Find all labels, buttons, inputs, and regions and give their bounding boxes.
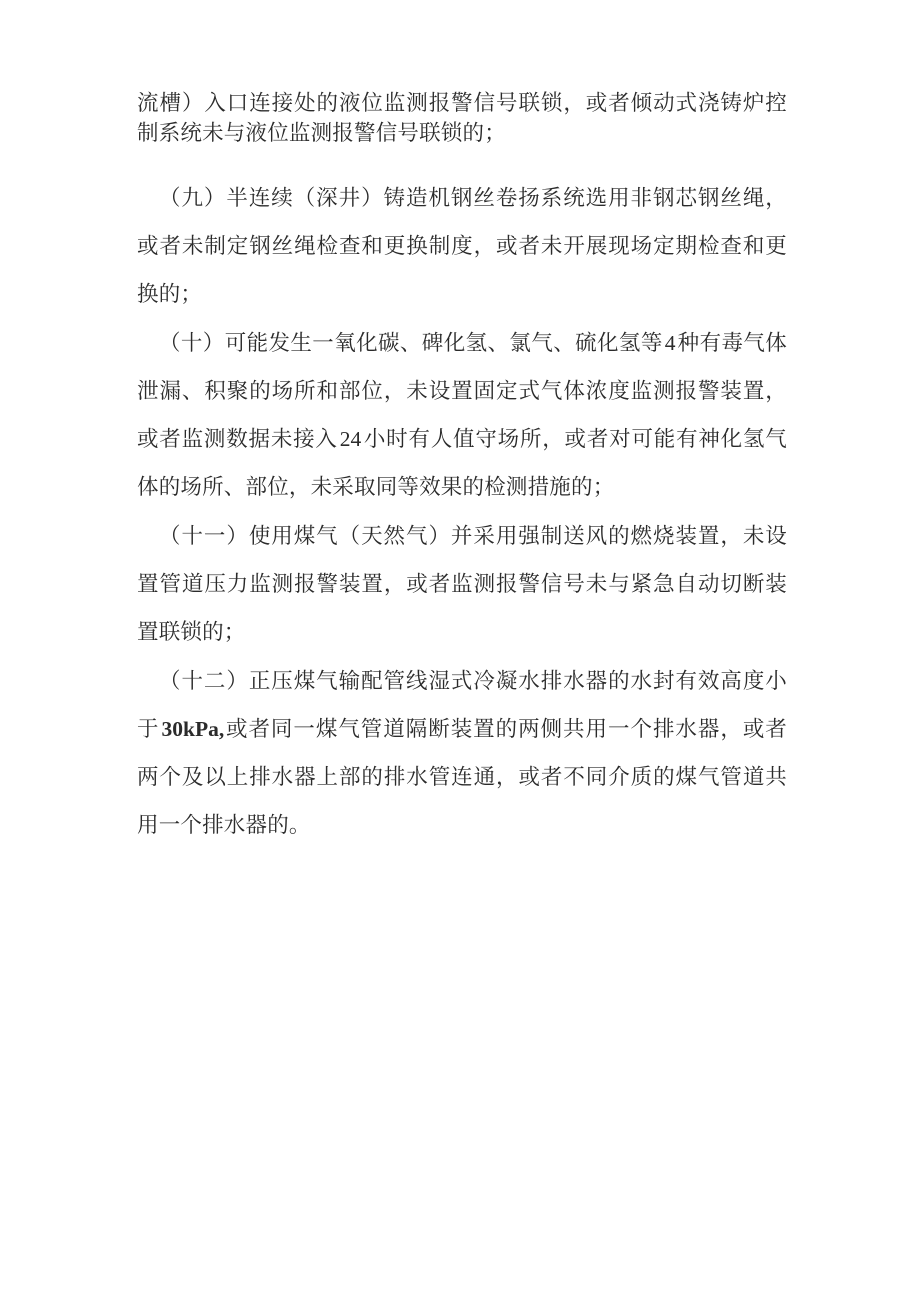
clause-ten-hours-value: 24 xyxy=(339,427,362,451)
paragraph-clause-nine: （九）半连续（深井）铸造机钢丝卷扬系统选用非钢芯钢丝绳，或者未制定钢丝绳检查和更换制度，或者未开展现场定期检查和更换的； xyxy=(137,186,787,306)
clause-twelve-pressure-value: 30kPa, xyxy=(161,717,225,741)
clause-twelve-text-part-2: 或者同一煤气管道隔断装置的两侧共用一个排水器，或者两个及以上排水器上部的排水管连通，或者不同介质的煤气管道共用一个排水器的。 xyxy=(137,717,787,837)
document-text-column xyxy=(137,88,787,849)
clause-ten-gas-count: 4 xyxy=(664,331,676,355)
paragraph-clause-eleven: （十一）使用煤气（天然气）并采用强制送风的燃烧装置，未设置管道压力监测报警装置，或者监测报警信号未与紧急自动切断装置联锁的； xyxy=(137,524,787,644)
paragraph-clause-ten xyxy=(137,319,787,511)
clause-ten-text-part-3: 小时有人值守场所，或者对可能有神化氢气体的场所、部位，未采取同等效果的检测措施的； xyxy=(137,427,787,499)
paragraph-continued-clause-eight: 流槽）入口连接处的液位监测报警信号联锁，或者倾动式浇铸炉控制系统未与液位监测报警信号联锁的； xyxy=(137,91,787,145)
paragraph-clause-twelve xyxy=(137,657,787,849)
clause-ten-text-part-1: （十）可能发生一氧化碳、碑化氢、氯气、硫化氢等 xyxy=(159,331,663,355)
clause-ten-text-part-2: 种有毒气体泄漏、积聚的场所和部位，未设置固定式气体浓度监测报警装置，或者监测数据未接入 xyxy=(137,331,787,451)
clause-twelve-text-part-1: （十二）正压煤气输配管线湿式冷凝水排水器的水封有效高度小于 xyxy=(137,669,787,741)
